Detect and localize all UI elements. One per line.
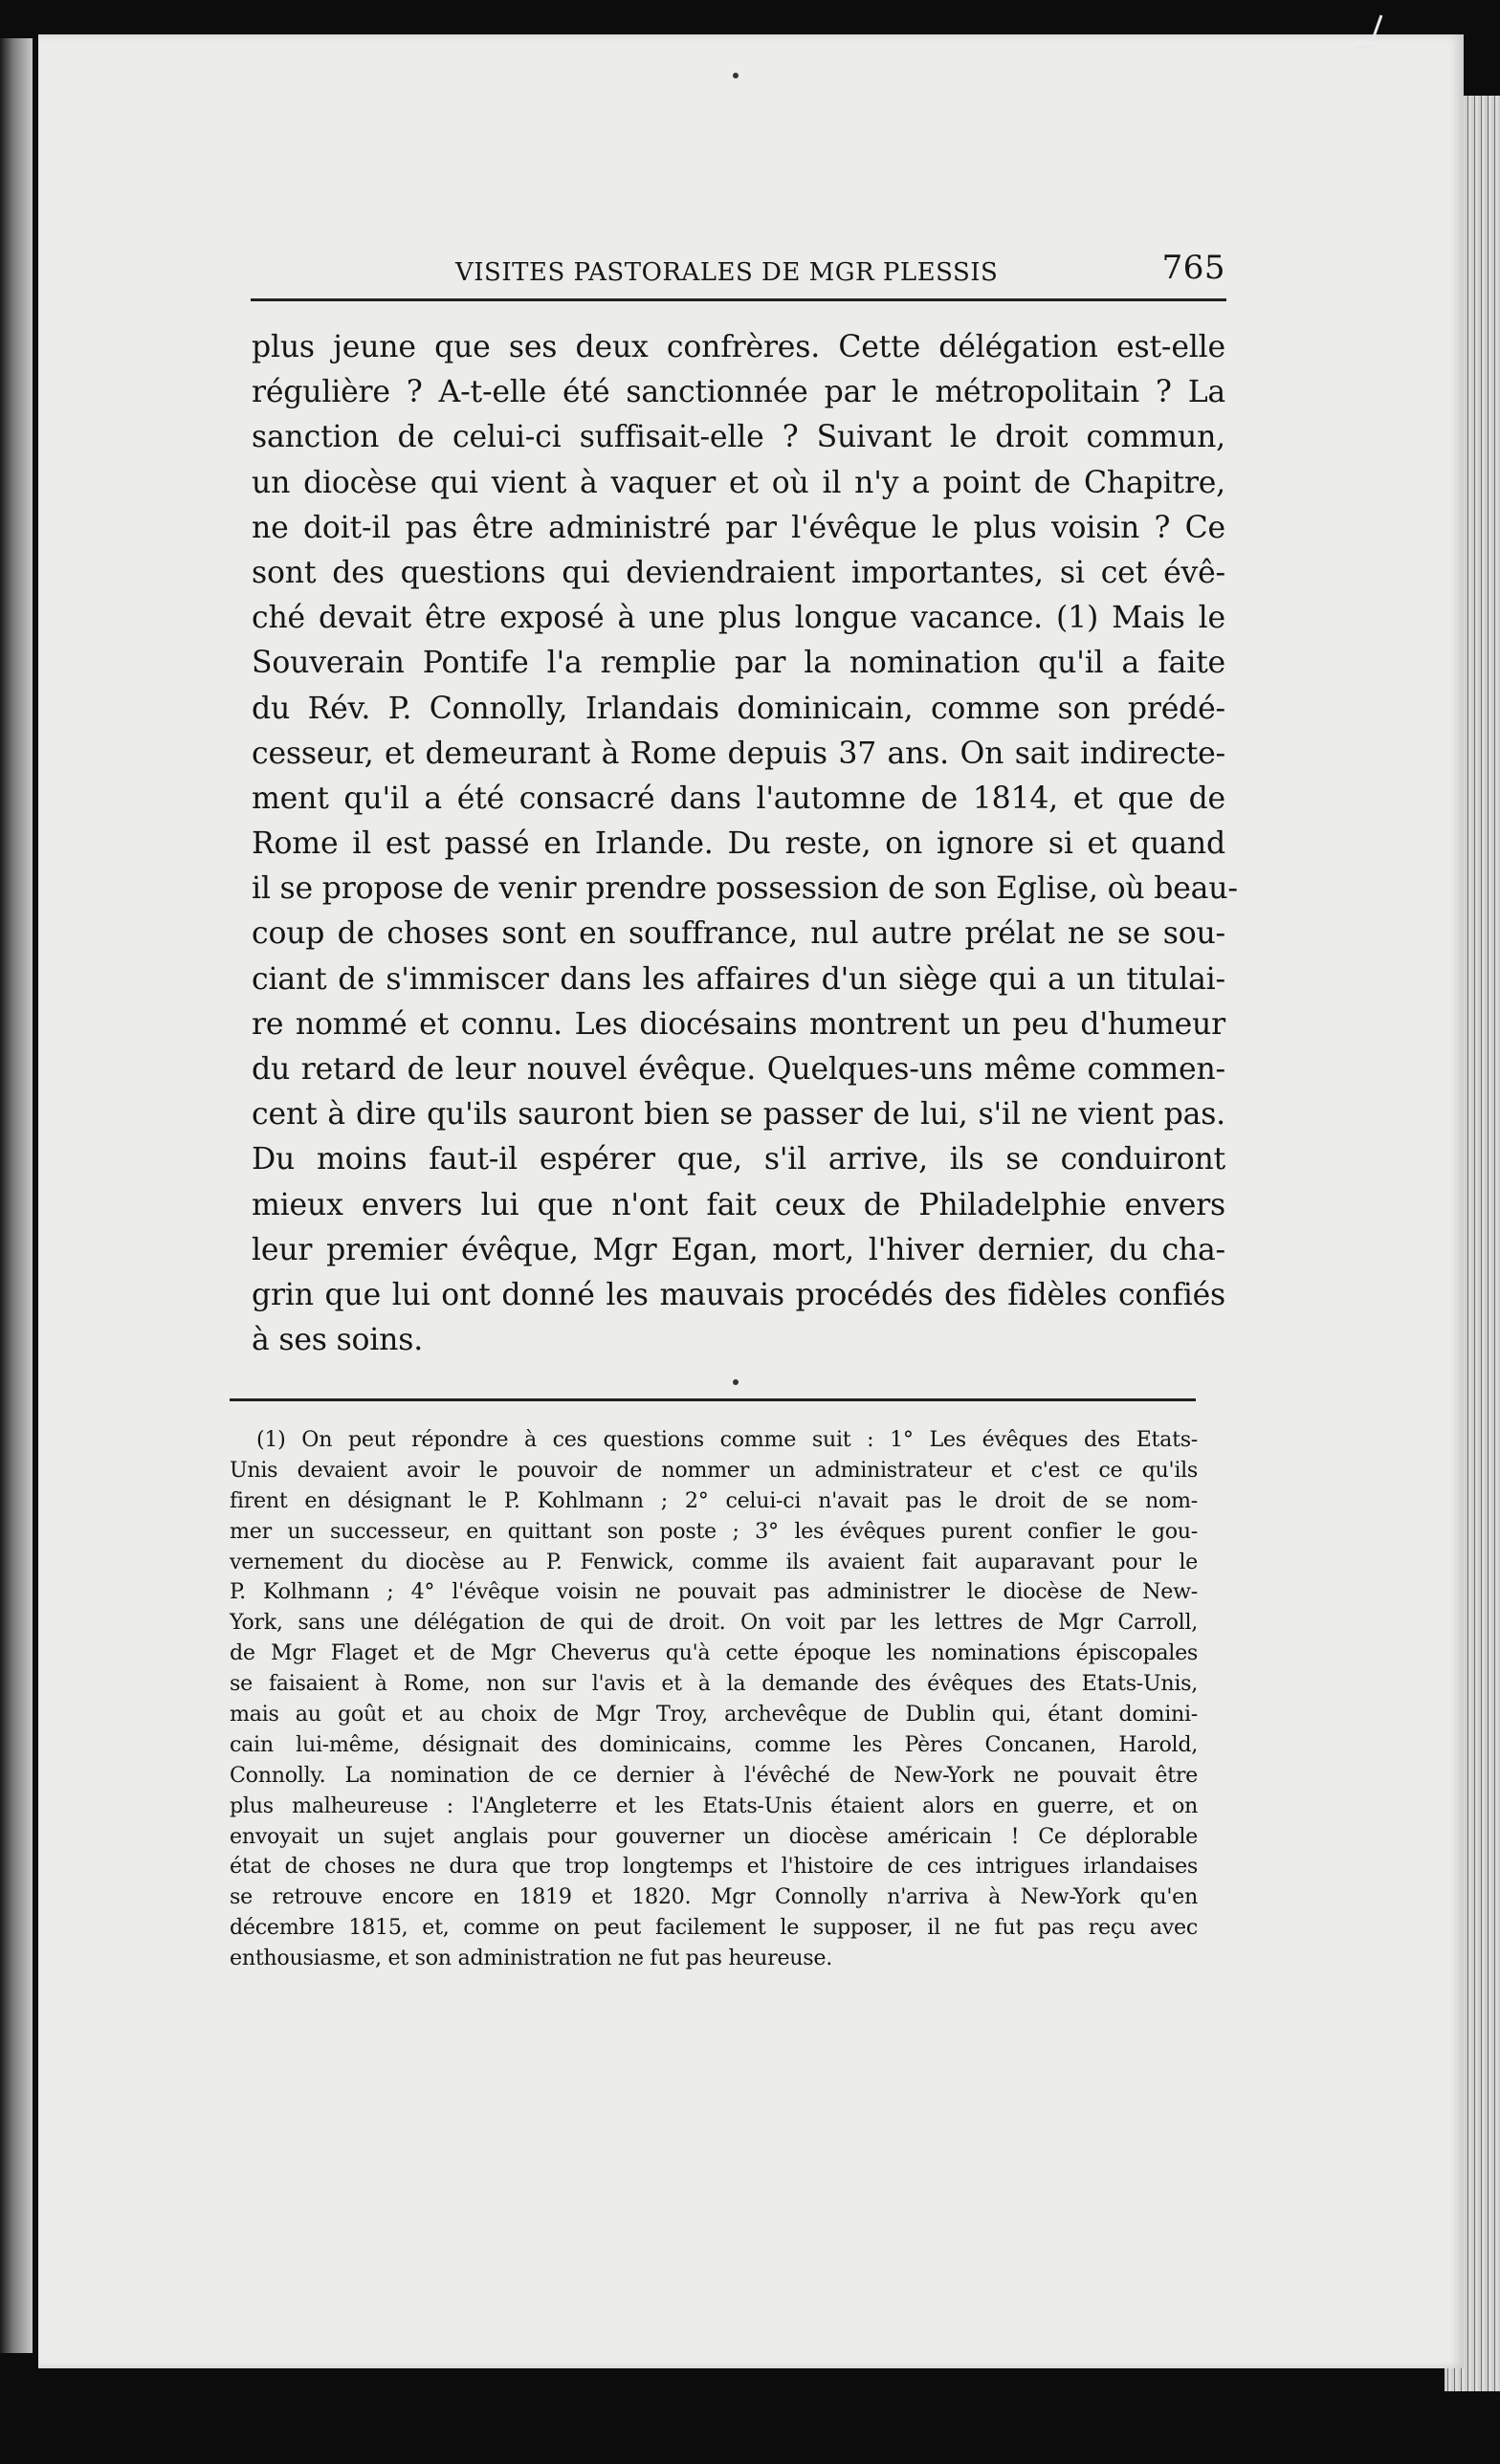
scan-artifact-dot [733, 1379, 739, 1385]
footnote-line: cain lui-même, désignait des dominicains, comme les Pères Concanen, Harold, [230, 1731, 1198, 1757]
text-line: régulière ? A-t-elle été sanctionnée par le métropolitain ? La [252, 375, 1225, 410]
text-line: sont des questions qui deviendraient importantes, si cet évê- [252, 555, 1225, 590]
running-header [455, 249, 1225, 297]
footnote-line: enthousiasme, et son administration ne fut pas heureuse. [230, 1946, 832, 1971]
footnote-line: mer un successeur, en quittant son poste ; 3° les évêques purent confier le gou- [230, 1518, 1198, 1544]
footnote-line: vernement du diocèse au P. Fenwick, comme ils avaient fait auparavant pour le [230, 1549, 1198, 1574]
text-line: à ses soins. [252, 1323, 424, 1358]
text-line: leur premier évêque, Mgr Egan, mort, l'hiver dernier, du cha- [252, 1232, 1225, 1267]
footnote-rule [230, 1398, 1196, 1401]
text-line: re nommé et connu. Les diocésains montrent un peu d'humeur [252, 1006, 1225, 1042]
text-line: sanction de celui-ci suffisait-elle ? Suivant le droit commun, [252, 420, 1225, 455]
text-line: ciant de s'immiscer dans les affaires d'un siège qui a un titulai- [252, 961, 1225, 997]
footnote-line: se faisaient à Rome, non sur l'avis et à la demande des évêques des Etats-Unis, [230, 1671, 1198, 1697]
footnote-line: mais au goût et au choix de Mgr Troy, archevêque de Dublin qui, étant domini- [230, 1702, 1198, 1727]
footnote-line: Unis devaient avoir le pouvoir de nommer un administrateur et c'est ce qu'ils [230, 1457, 1198, 1483]
footnote-line: Connolly. La nomination de ce dernier à l'évêché de New-York ne pouvait être [230, 1762, 1198, 1788]
text-line: mieux envers lui que n'ont fait ceux de Philadelphie envers [252, 1187, 1225, 1222]
page-number: 765 [1161, 249, 1225, 287]
footnote-line: firent en désignant le P. Kohlmann ; 2° celui-ci n'avait pas le droit de se nom- [230, 1487, 1198, 1513]
text-line: ché devait être exposé à une plus longue vacance. (1) Mais le [252, 601, 1225, 636]
footnote-line: se retrouve encore en 1819 et 1820. Mgr Connolly n'arriva à New-York qu'en [230, 1884, 1198, 1910]
footnote-line: (1) On peut répondre à ces questions comme suit : 1° Les évêques des Etats- [256, 1427, 1198, 1452]
footnote-line: envoyait un sujet anglais pour gouverner un diocèse américain ! Ce déplorable [230, 1823, 1198, 1849]
main-text-block [252, 325, 1238, 1363]
text-line: coup de choses sont en souffrance, nul autre prélat ne se sou- [252, 916, 1225, 952]
text-line: Souverain Pontife l'a remplie par la nomination qu'il a faite [252, 646, 1225, 681]
header-rule [251, 298, 1226, 301]
footnote-line: P. Kolhmann ; 4° l'évêque voisin ne pouvait pas administrer le diocèse de New- [230, 1579, 1198, 1605]
footnote-line: plus malheureuse : l'Angleterre et les Etats-Unis étaient alors en guerre, et on [230, 1793, 1198, 1818]
text-line: cesseur, et demeurant à Rome depuis 37 ans. On sait indirecte- [252, 736, 1225, 771]
text-line: du retard de leur nouvel évêque. Quelques-uns même commen- [252, 1052, 1225, 1087]
footnote-line: de Mgr Flaget et de Mgr Cheverus qu'à cette époque les nominations épiscopales [230, 1640, 1198, 1666]
text-line: Du moins faut-il espérer que, s'il arrive, ils se conduiront [252, 1142, 1225, 1177]
text-line: ne doit-il pas être administré par l'évêque le plus voisin ? Ce [252, 510, 1225, 545]
footnote-block [230, 1425, 1198, 1974]
text-line: un diocèse qui vient à vaquer et où il n'y a point de Chapitre, [252, 465, 1225, 500]
footnote-line: York, sans une délégation de qui de droit. On voit par les lettres de Mgr Carroll, [230, 1610, 1198, 1636]
running-title: VISITES PASTORALES DE MGR PLESSIS [455, 258, 999, 287]
footnote-line: décembre 1815, et, comme on peut facilement le supposer, il ne fut pas reçu avec [230, 1915, 1198, 1941]
text-line: cent à dire qu'ils sauront bien se passer de lui, s'il ne vient pas. [252, 1097, 1225, 1133]
footnote-line: état de choses ne dura que trop longtemps et l'histoire de ces intrigues irlandaises [230, 1854, 1198, 1880]
text-line: plus jeune que ses deux confrères. Cette délégation est-elle [252, 330, 1225, 364]
text-line: grin que lui ont donné les mauvais procédés des fidèles confiés [252, 1277, 1225, 1312]
text-line: du Rév. P. Connolly, Irlandais dominicain, comme son prédé- [252, 691, 1225, 726]
text-line: il se propose de venir prendre possession de son Eglise, où beau- [252, 871, 1238, 907]
scan-artifact-mark [1349, 10, 1406, 57]
scan-artifact-dot [733, 73, 739, 78]
text-line: ment qu'il a été consacré dans l'automne de 1814, et que de [252, 781, 1225, 816]
text-line: Rome il est passé en Irlande. Du reste, on ignore si et quand [252, 826, 1225, 862]
facing-page-edge [0, 38, 33, 2353]
